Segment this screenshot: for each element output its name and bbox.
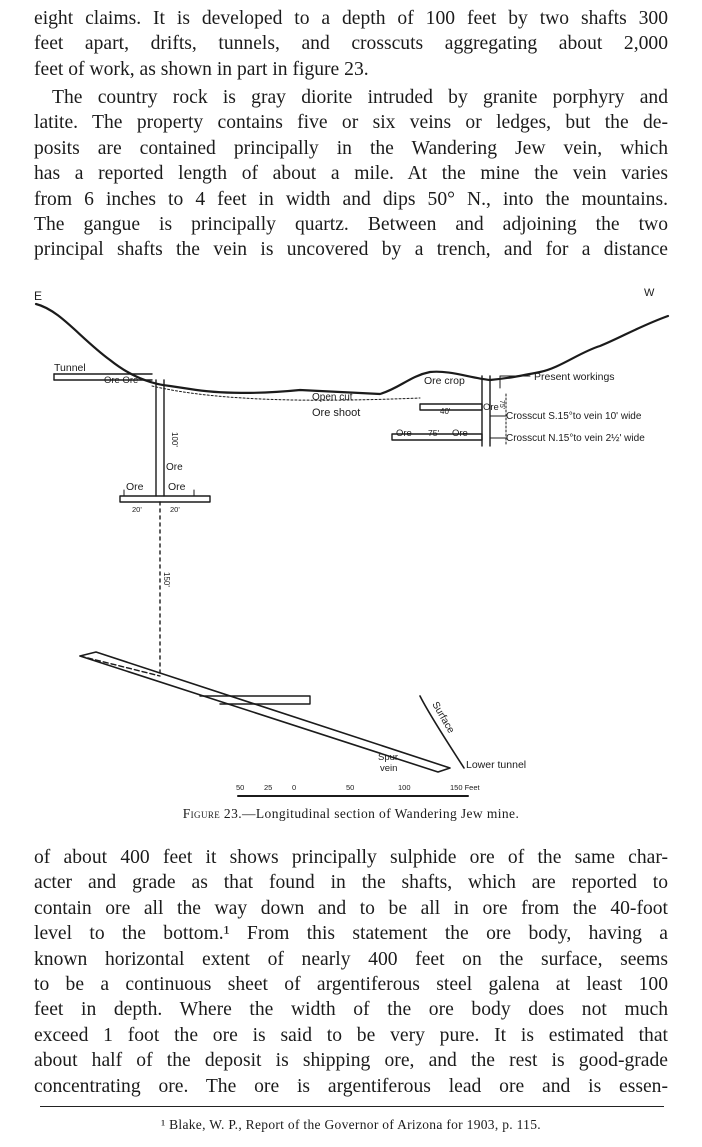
text-line: exceed 1 foot the ore is said to be very pure. It is estimated that xyxy=(34,1024,668,1046)
footnote-rule xyxy=(40,1106,664,1107)
scale-tick: 100 xyxy=(398,783,411,792)
text-line: latite. The property contains five or six veins or ledges, but the de- xyxy=(34,112,668,134)
text-line: feet in depth. Where the width of the ore body does not much xyxy=(34,999,668,1021)
label-ore-small: Ore xyxy=(483,402,499,413)
footnote: ¹ Blake, W. P., Report of the Governor of Arizona for 1903, p. 115. xyxy=(161,1117,541,1132)
scale-tick: 25 xyxy=(264,783,273,792)
text-line: principal shafts the vein is uncovered by a trench, and for a distance xyxy=(34,239,668,261)
text-line: concentrating ore. The ore is argentiferous lead ore and is essen- xyxy=(34,1075,668,1097)
text-line: eight claims. It is developed to a depth of 100 feet by two shafts 300 xyxy=(34,8,668,29)
text-line: known horizontal extent of nearly 400 feet on the surface, seems xyxy=(34,948,668,970)
label-level-20-right: 20' xyxy=(170,505,180,514)
paragraph-2 xyxy=(34,85,668,263)
caption-text: —Longitudinal section of Wandering Jew mine. xyxy=(242,806,520,821)
label-shaft-100: 100' xyxy=(170,432,179,447)
label-shaft-ore: Ore xyxy=(166,462,183,473)
figure-caption xyxy=(0,806,702,822)
text-line: The country rock is gray diorite intruded by granite porphyry and xyxy=(52,87,668,108)
scale-tick: 0 xyxy=(292,783,297,792)
label-east: E xyxy=(34,289,43,303)
scale-tick: 50 xyxy=(236,783,245,792)
label-ore-75-right: Ore xyxy=(452,428,468,439)
label-surface: Surface xyxy=(429,700,457,736)
text-line: feet of work, as shown in part in figure 23. xyxy=(34,58,369,80)
label-level-40: 40' xyxy=(440,407,451,416)
label-west: W xyxy=(644,287,655,299)
text-line: acter and grade as that found in the shafts, which are reported to xyxy=(34,872,668,894)
text-line: posits are contained principally in the Wandering Jew vein, which xyxy=(34,137,668,159)
upper-level xyxy=(420,404,482,410)
label-lower-tunnel: Lower tunnel xyxy=(466,759,527,771)
label-shaft-depth: 150' xyxy=(162,572,171,587)
label-present-workings: Present workings xyxy=(534,371,615,383)
caption-prefix: Figure 23. xyxy=(182,806,243,821)
label-ore-right: Ore xyxy=(168,481,186,493)
label-spur-vein-2: vein xyxy=(380,763,398,774)
left-shaft-level xyxy=(120,496,210,502)
text-line: level to the bottom.¹ From this statement the ore body, having a xyxy=(34,923,668,945)
label-tunnel: Tunnel xyxy=(54,362,86,374)
paragraph-1 xyxy=(34,6,668,82)
label-spur-vein-1: Spur xyxy=(378,752,399,763)
text-line: to be a continuous sheet of argentiferous steel galena at least 100 xyxy=(34,974,668,996)
text-line: about half of the deposit is shipping ore, and the rest is good-grade xyxy=(34,1050,668,1072)
label-open-cut: Open cut xyxy=(312,392,353,403)
label-tunnel-ore: Ore Ore xyxy=(104,375,139,386)
text-line: The gangue is principally quartz. Between and adjoining the two xyxy=(34,214,668,236)
label-ore-left: Ore xyxy=(126,481,144,493)
scale-tick: 50 xyxy=(346,783,355,792)
label-right-shaft-depth: 75' xyxy=(498,400,505,410)
text-line: feet apart, drifts, tunnels, and crosscuts aggregating about 2,000 xyxy=(34,33,668,55)
label-ore-75-left: Ore xyxy=(396,428,412,439)
label-ore-crop: Ore crop xyxy=(424,375,465,387)
label-crosscut-1: Crosscut S.15°to vein 10' wide xyxy=(506,411,642,422)
label-ore-shoot: Ore shoot xyxy=(312,407,361,419)
text-line: of about 400 feet it shows principally sulphide ore of the same char- xyxy=(34,847,668,868)
text-line: from 6 inches to 4 feet in width and dips 50° N., into the mountains. xyxy=(34,188,668,210)
paragraph-3 xyxy=(34,845,668,1099)
mine-section-figure xyxy=(20,276,682,800)
label-level-20-left: 20' xyxy=(132,505,142,514)
label-level-75: 75' xyxy=(428,428,440,438)
scale-tick: 150 Feet xyxy=(450,783,480,792)
text-line: contain ore all the way down and to be all in ore from the 40-foot xyxy=(34,897,668,919)
label-crosscut-2: Crosscut N.15°to vein 2½' wide xyxy=(506,433,645,444)
text-line: has a reported length of about a mile. At the mine the vein varies xyxy=(34,163,668,185)
